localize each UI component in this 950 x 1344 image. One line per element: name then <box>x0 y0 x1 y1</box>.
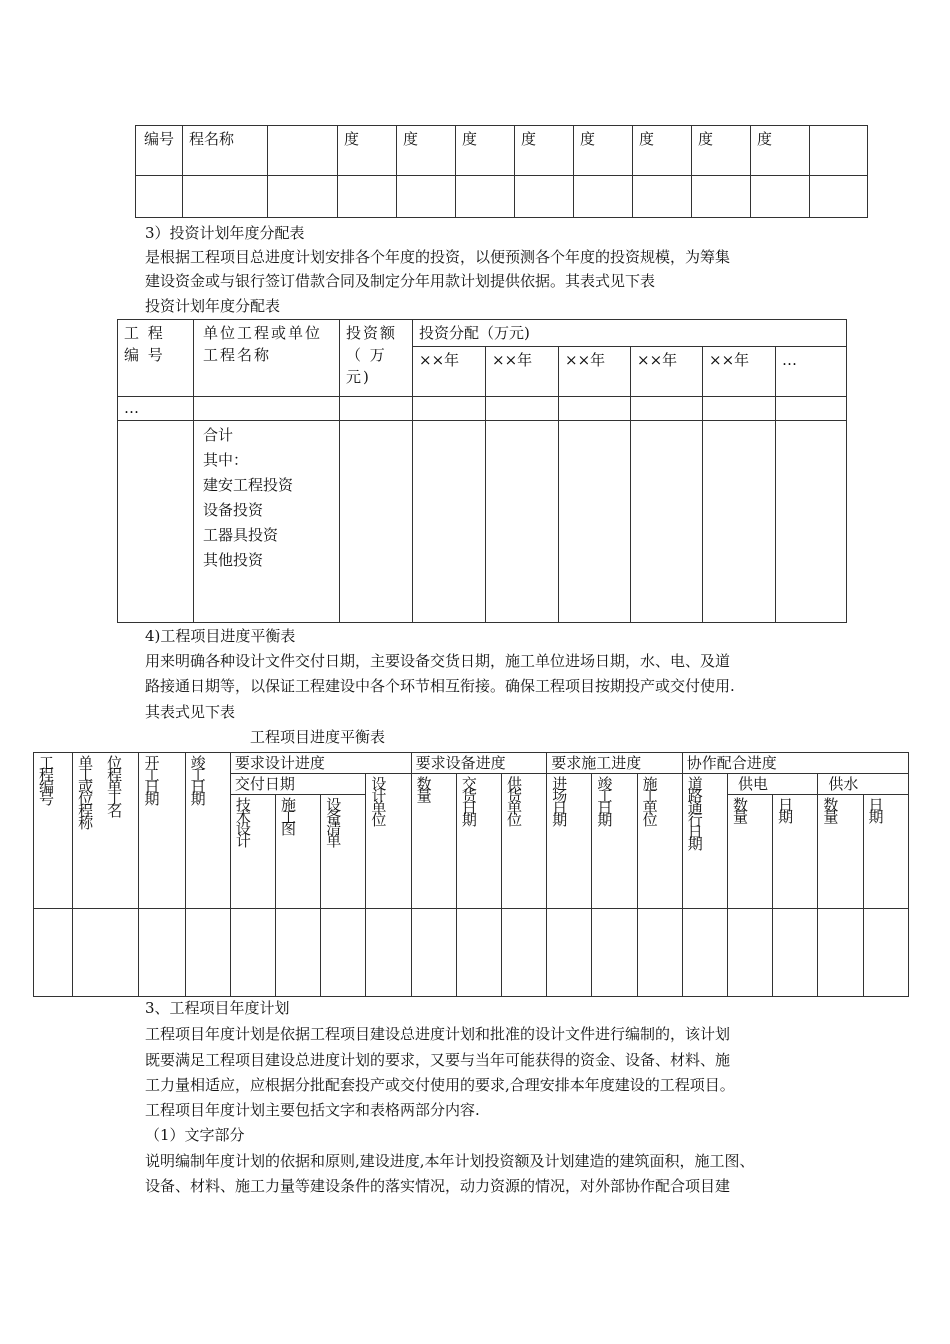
table-cell <box>73 909 139 997</box>
ellipsis-cell: … <box>118 397 194 421</box>
col-build-enter: 进场日期 <box>547 774 592 909</box>
table-cell <box>810 176 868 218</box>
header-cell-year: 度 <box>751 126 810 176</box>
table-cell <box>502 909 547 997</box>
col-power-date: 日期 <box>773 795 818 909</box>
sub-delivery: 交付日期 <box>230 774 366 795</box>
table-cell <box>118 421 194 623</box>
sum-line: 其中： <box>203 451 249 469</box>
table-caption: 投资计划年度分配表 <box>145 297 281 315</box>
header-cell-code: 编号 <box>136 126 183 176</box>
sum-line: 合计 <box>203 426 234 444</box>
year-header: … <box>776 347 847 397</box>
table-cell <box>631 397 703 421</box>
header-cell-name: 程名称 <box>183 126 268 176</box>
paragraph: 其表式见下表 <box>145 703 236 721</box>
paragraph: 是根据工程项目总进度计划安排各个年度的投资，以便预测各个年度的投资规模，为筹集 <box>145 248 731 266</box>
section-heading: 3）投资计划年度分配表 <box>145 224 305 242</box>
table-cell <box>633 176 692 218</box>
paragraph: 路接通日期等，以保证工程建设中各个环节相互衔接。确保工程项目按期投产或交付使用. <box>145 677 735 695</box>
sub-water: 供水 <box>818 774 909 795</box>
sub-heading: （1）文字部分 <box>145 1126 245 1144</box>
paragraph: 工程项目年度计划主要包括文字和表格两部分内容. <box>145 1101 480 1119</box>
table-cell <box>136 176 183 218</box>
col-list: 设备清单 <box>321 795 366 909</box>
year-header: ××年 <box>631 347 703 397</box>
table-cell <box>183 176 268 218</box>
col-design-unit: 设计单位 <box>366 774 411 909</box>
paragraph: 建设资金或与银行签订借款合同及制定分年用款计划提供依据。其表式见下表 <box>145 272 656 290</box>
investment-table <box>117 319 847 623</box>
table-cell <box>692 176 751 218</box>
col-unit <box>73 753 139 909</box>
table-cell <box>547 909 592 997</box>
table-cell <box>194 397 340 421</box>
table-cell <box>411 909 456 997</box>
col-start: 开工日期 <box>139 753 185 909</box>
table-cell <box>776 421 847 623</box>
table-cell <box>276 909 321 997</box>
table-cell <box>413 397 486 421</box>
table-cell <box>456 909 501 997</box>
table-cell <box>340 421 413 623</box>
col-power-qty: 数量 <box>727 795 772 909</box>
table-cell <box>413 421 486 623</box>
progress-balance-table <box>33 752 909 997</box>
table-cell <box>863 909 908 997</box>
table-cell <box>703 421 776 623</box>
group-equip: 要求设备进度 <box>411 753 547 774</box>
year-header: ××年 <box>486 347 559 397</box>
table-cell <box>397 176 456 218</box>
paragraph: 工力量相适应，应根据分批配套投产或交付使用的要求,合理安排本年度建设的工程项目。 <box>145 1076 735 1094</box>
table-cell <box>185 909 230 997</box>
table-cell <box>340 397 413 421</box>
sum-line: 建安工程投资 <box>203 476 294 494</box>
sum-cell <box>194 421 340 623</box>
header-cell-blank <box>810 126 868 176</box>
sum-line: 其他投资 <box>203 551 264 569</box>
table-cell <box>338 176 397 218</box>
paragraph: 用来明确各种设计文件交付日期，主要设备交货日期，施工单位进场日期，水、电、及道 <box>145 652 731 670</box>
table-cell <box>321 909 366 997</box>
col-name-header: 单位工程或单位工程名称 <box>194 320 340 397</box>
table-cell <box>682 909 727 997</box>
header-cell-year: 度 <box>574 126 633 176</box>
col-amount-header: 投资额（ 万元) <box>340 320 413 397</box>
table-cell <box>559 421 631 623</box>
year-header: ××年 <box>703 347 776 397</box>
header-cell-year: 度 <box>338 126 397 176</box>
sub-power: 供电 <box>727 774 817 795</box>
col-code-header: 工 程 编 号 <box>118 320 194 397</box>
table-cell <box>818 909 863 997</box>
table-cell <box>559 397 631 421</box>
table-cell <box>456 176 515 218</box>
col-unit-a: 单工或位程称 <box>76 755 95 827</box>
table-cell <box>366 909 411 997</box>
table-cell <box>486 421 559 623</box>
table-cell <box>776 397 847 421</box>
year-header: ××年 <box>413 347 486 397</box>
year-header: ××年 <box>559 347 631 397</box>
col-build-end: 竣工日期 <box>592 774 637 909</box>
paragraph: 说明编制年度计划的依据和原则,建设进度,本年计划投资额及计划建造的建筑面积，施工图、 <box>145 1152 755 1170</box>
col-alloc-header: 投资分配（万元) <box>413 320 847 347</box>
paragraph: 既要满足工程项目建设总进度计划的要求，又要与当年可能获得的资金、设备、材料、施 <box>145 1051 731 1069</box>
sum-line: 工器具投资 <box>203 526 279 544</box>
table-cell <box>34 909 73 997</box>
paragraph: 设备、材料、施工力量等建设条件的落实情况，动力资源的情况，对外部协作配合项目建 <box>145 1177 731 1195</box>
table-cell <box>268 176 338 218</box>
group-coop: 协作配合进度 <box>682 753 908 774</box>
col-end: 竣工日期 <box>185 753 230 909</box>
table-cell <box>515 176 574 218</box>
table-cell <box>631 421 703 623</box>
table-cell <box>574 176 633 218</box>
table-cell <box>139 909 185 997</box>
group-design: 要求设计进度 <box>230 753 411 774</box>
col-equip-qty: 数量 <box>411 774 456 909</box>
col-water-qty: 数量 <box>818 795 863 909</box>
col-road: 道路通行日期 <box>682 774 727 909</box>
header-cell-year: 度 <box>515 126 574 176</box>
table-cell <box>703 397 776 421</box>
header-cell-year: 度 <box>692 126 751 176</box>
section-heading: 3、工程项目年度计划 <box>145 999 290 1017</box>
table-cell <box>751 176 810 218</box>
col-draw: 施工图 <box>276 795 321 909</box>
col-code: 工程编号 <box>34 753 73 909</box>
col-equip-date: 交货日期 <box>456 774 501 909</box>
table-cell <box>230 909 275 997</box>
table-cell <box>592 909 637 997</box>
col-equip-unit: 供货单位 <box>502 774 547 909</box>
col-build-unit: 施工单位 <box>637 774 682 909</box>
header-cell-year: 度 <box>456 126 515 176</box>
table-cell <box>773 909 818 997</box>
col-unit-b: 位程单工名 <box>105 755 124 815</box>
table-cell <box>727 909 772 997</box>
header-cell-year: 度 <box>397 126 456 176</box>
group-build: 要求施工进度 <box>547 753 683 774</box>
table-caption: 工程项目进度平衡表 <box>250 728 386 746</box>
section-heading: 4)工程项目进度平衡表 <box>145 627 296 645</box>
sum-line: 设备投资 <box>203 501 264 519</box>
header-cell-blank <box>268 126 338 176</box>
header-cell-year: 度 <box>633 126 692 176</box>
paragraph: 工程项目年度计划是依据工程项目建设总进度计划和批准的设计文件进行编制的，该计划 <box>145 1025 731 1043</box>
col-water-date: 日期 <box>863 795 908 909</box>
table-cell <box>637 909 682 997</box>
table-cell <box>486 397 559 421</box>
table-continuation <box>135 125 868 218</box>
col-tech: 技术设计 <box>230 795 275 909</box>
